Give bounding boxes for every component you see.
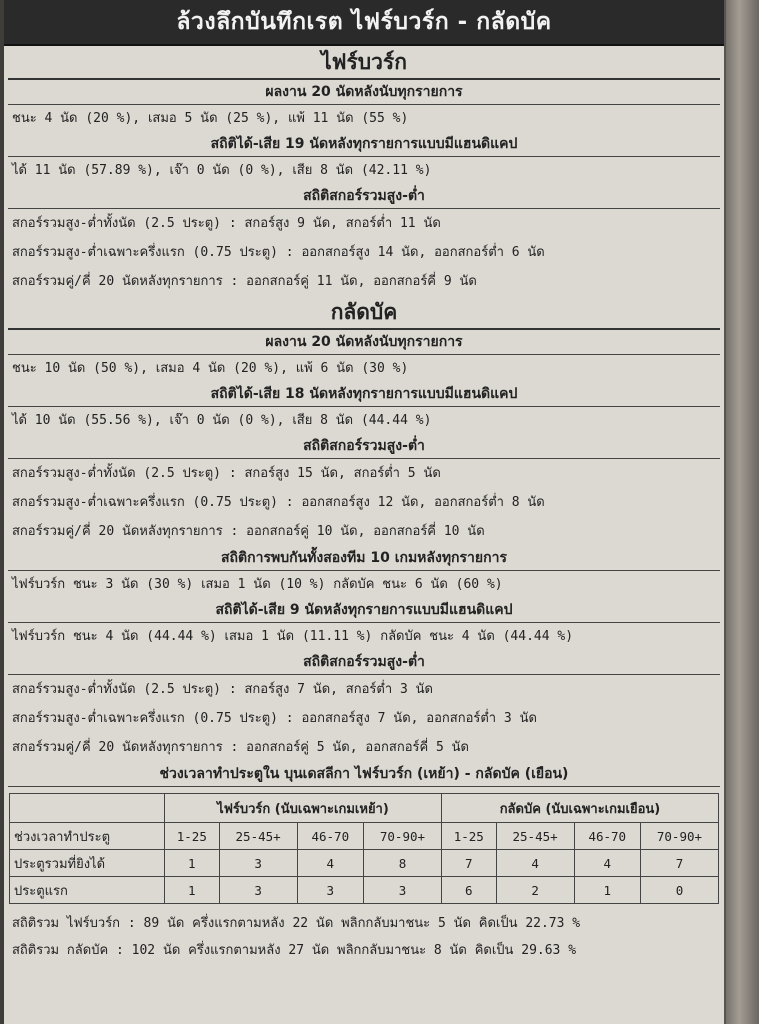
table-row: [10, 823, 719, 850]
table-row: [10, 850, 719, 877]
goal-timing-table: [9, 793, 719, 904]
period-cell: 70-90+: [640, 823, 718, 850]
team2-score-heading: สถิติสกอร์รวมสูง-ต่ำ: [8, 434, 720, 459]
team2-results-heading: ผลงาน 20 นัดหลังนับทุกรายการ: [8, 330, 720, 355]
team2-score-line: สกอร์รวมสูง-ต่ำเฉพาะครึ่งแรก (0.75 ประตู) : ออกสกอร์สูง 12 นัด, ออกสกอร์ต่ำ 8 นัด: [12, 495, 545, 510]
banner-title: ล้วงลึกบันทึกเรต ไฟร์บวร์ก - กลัดบัค: [4, 0, 724, 46]
row-label: ประตูแรก: [10, 877, 165, 904]
totals-team1: สถิติรวม ไฟร์บวร์ก : 89 นัด ครึ่งแรกตามหลัง 22 นัด พลิกกลับมาชนะ 5 นัด คิดเป็น 22.73 %: [12, 916, 581, 931]
team1-score-line: สกอร์รวมคู่/คี่ 20 นัดหลังทุกรายการ : ออกสกอร์คู่ 11 นัด, ออกสกอร์คี่ 9 นัด: [12, 274, 477, 289]
h2h-score-line: สกอร์รวมสูง-ต่ำทั้งนัด (2.5 ประตู) : สกอร์สูง 7 นัด, สกอร์ต่ำ 3 นัด: [12, 682, 433, 697]
period-cell: 25-45+: [219, 823, 297, 850]
row-label: ประตูรวมที่ยิงได้: [10, 850, 165, 877]
first-goal-cell: 3: [297, 877, 363, 904]
period-cell: 1-25: [441, 823, 496, 850]
goal-cell: 4: [297, 850, 363, 877]
team2-handicap-heading: สถิติได้-เสีย 18 นัดหลังทุกรายการแบบมีแฮนดิแคป: [8, 382, 720, 407]
team1-title: ไฟร์บวร์ก: [8, 46, 720, 80]
h2h-handicap-heading: สถิติได้-เสีย 9 นัดหลังทุกรายการแบบมีแฮนดิแคป: [8, 598, 720, 623]
h2h-score-line: สกอร์รวมสูง-ต่ำเฉพาะครึ่งแรก (0.75 ประตู) : ออกสกอร์สูง 7 นัด, ออกสกอร์ต่ำ 3 นัด: [12, 711, 537, 726]
period-cell: 1-25: [165, 823, 220, 850]
team2-score-line: สกอร์รวมสูง-ต่ำทั้งนัด (2.5 ประตู) : สกอร์สูง 15 นัด, สกอร์ต่ำ 5 นัด: [12, 466, 441, 481]
first-goal-cell: 1: [574, 877, 640, 904]
first-goal-cell: 1: [165, 877, 220, 904]
timing-group-team2: กลัดบัค (นับเฉพาะเกมเยือน): [441, 794, 718, 823]
timing-group-team1: ไฟร์บวร์ก (นับเฉพาะเกมเหย้า): [165, 794, 442, 823]
period-cell: 70-90+: [363, 823, 441, 850]
goal-cell: 4: [496, 850, 574, 877]
first-goal-cell: 3: [219, 877, 297, 904]
goal-cell: 8: [363, 850, 441, 877]
period-cell: 46-70: [574, 823, 640, 850]
page-edge: [726, 0, 759, 1024]
first-goal-cell: 0: [640, 877, 718, 904]
goal-cell: 4: [574, 850, 640, 877]
period-cell: 25-45+: [496, 823, 574, 850]
row-label: ช่วงเวลาทำประตู: [10, 823, 165, 850]
team1-score-line: สกอร์รวมสูง-ต่ำเฉพาะครึ่งแรก (0.75 ประตู) : ออกสกอร์สูง 14 นัด, ออกสกอร์ต่ำ 6 นัด: [12, 245, 545, 260]
goal-cell: 3: [219, 850, 297, 877]
first-goal-cell: 2: [496, 877, 574, 904]
h2h-meet-heading: สถิติการพบกันทั้งสองทีม 10 เกมหลังทุกรายการ: [8, 546, 720, 571]
h2h-handicap: ไฟร์บวร์ก ชนะ 4 นัด (44.44 %) เสมอ 1 นัด (11.11 %) กลัดบัค ชนะ 4 นัด (44.44 %): [12, 629, 574, 644]
team2-results: ชนะ 10 นัด (50 %), เสมอ 4 นัด (20 %), แพ้ 6 นัด (30 %): [12, 361, 409, 376]
totals-team2: สถิติรวม กลัดบัค : 102 นัด ครึ่งแรกตามหลัง 27 นัด พลิกกลับมาชนะ 8 นัด คิดเป็น 29.63 %: [12, 943, 577, 958]
team1-score-line: สกอร์รวมสูง-ต่ำทั้งนัด (2.5 ประตู) : สกอร์สูง 9 นัด, สกอร์ต่ำ 11 นัด: [12, 216, 441, 231]
team1-results: ชนะ 4 นัด (20 %), เสมอ 5 นัด (25 %), แพ้ 11 นัด (55 %): [12, 111, 409, 126]
first-goal-cell: 3: [363, 877, 441, 904]
h2h-score-heading: สถิติสกอร์รวมสูง-ต่ำ: [8, 650, 720, 675]
goal-cell: 1: [165, 850, 220, 877]
totals-section: [4, 910, 724, 964]
team1-handicap-heading: สถิติได้-เสีย 19 นัดหลังทุกรายการแบบมีแฮนดิแคป: [8, 132, 720, 157]
team2-title: กลัดบัค: [8, 296, 720, 330]
h2h-score-line: สกอร์รวมคู่/คี่ 20 นัดหลังทุกรายการ : ออกสกอร์คู่ 5 นัด, ออกสกอร์คี่ 5 นัด: [12, 740, 469, 755]
period-cell: 46-70: [297, 823, 363, 850]
h2h-meet: ไฟร์บวร์ก ชนะ 3 นัด (30 %) เสมอ 1 นัด (10 %) กลัดบัค ชนะ 6 นัด (60 %): [12, 577, 503, 592]
first-goal-cell: 6: [441, 877, 496, 904]
table-row: [10, 877, 719, 904]
goal-cell: 7: [640, 850, 718, 877]
newspaper-page: [4, 0, 726, 1024]
timing-heading: ช่วงเวลาทำประตูใน บุนเดสลีกา ไฟร์บวร์ก (เหย้า) - กลัดบัค (เยือน): [8, 762, 720, 787]
team1-handicap: ได้ 11 นัด (57.89 %), เจ๊า 0 นัด (0 %), เสีย 8 นัด (42.11 %): [12, 163, 432, 178]
team1-score-heading: สถิติสกอร์รวมสูง-ต่ำ: [8, 184, 720, 209]
team1-results-heading: ผลงาน 20 นัดหลังนับทุกรายการ: [8, 80, 720, 105]
team2-score-line: สกอร์รวมคู่/คี่ 20 นัดหลังทุกรายการ : ออกสกอร์คู่ 10 นัด, ออกสกอร์คี่ 10 นัด: [12, 524, 485, 539]
goal-cell: 7: [441, 850, 496, 877]
team2-handicap: ได้ 10 นัด (55.56 %), เจ๊า 0 นัด (0 %), เสีย 8 นัด (44.44 %): [12, 413, 432, 428]
